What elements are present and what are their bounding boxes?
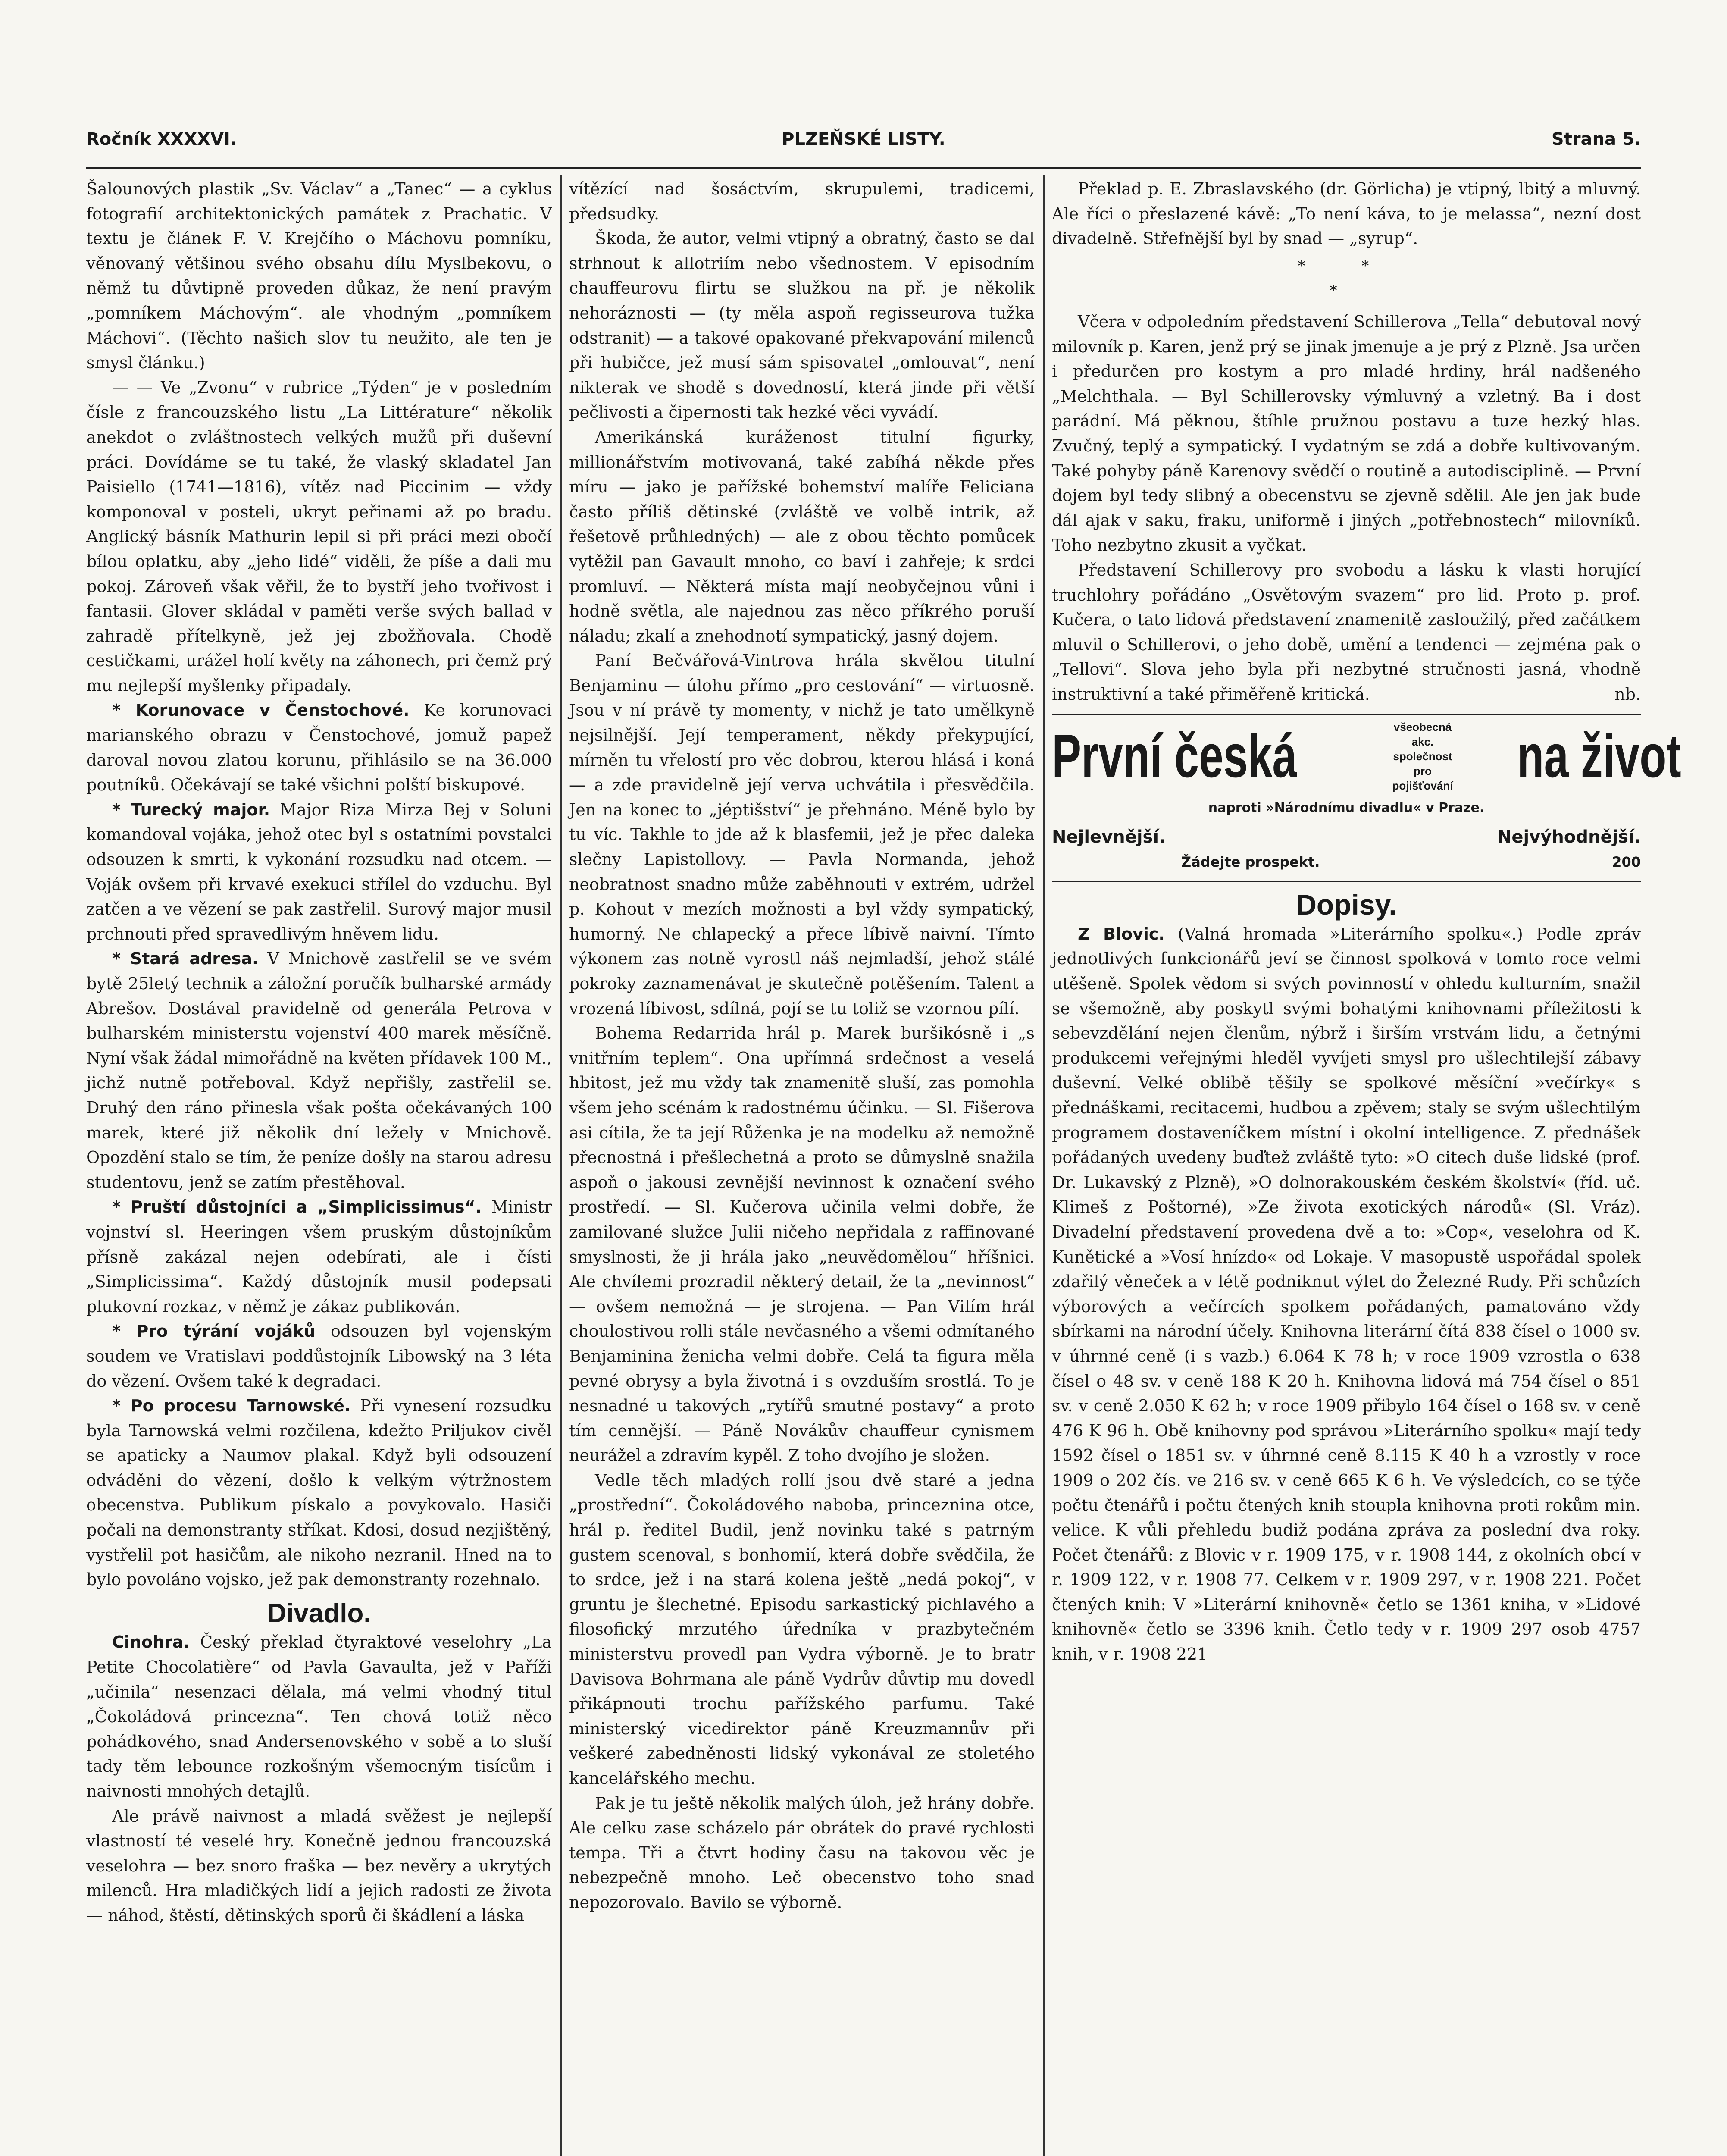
column-2 [569, 177, 1035, 2156]
news-heading: * Pro týrání vojáků [112, 1322, 316, 1341]
news-text: V Mnichově zastřelil se ve svém bytě 25letý technik a záložní poručík bulharské armády Abrešov. Dostával pravidelně od generála Petrova v bulharském ministerstu vojenství 400 marek měsíčně. Nyní však žádal mimořádně na květen přídavek 100 M., jichž nutně potřeboval. Když nepřišly, zastřelil se. Druhý den ráno přinesla však pošta očekávaných 100 marek, které již několik dní ležely v Mnichově. Opozdění stalo se tím, že peníze došly na starou adresu studentovu, jenž se zatím přestěhoval. [86, 949, 552, 1192]
review-paragraph: Bohema Redarrida hrál p. Marek buršikósně i „s vnitřním teplem“. Ona upřímná srdečnost a veselá hbitost, jež mu vždy tak znamenitě sluší, zas pomohla všem jeho scénám k radostnému účinku. — Sl. Fišerova asi cítila, že ta její Růženka je na modelku až nemožně přecnostná i přešlechetná a proto se důmyslně snažila aspoň o jakousi zevnější nevinnost k označení svého prostředí. — Sl. Kučerova učinila velmi dobře, že zamilované služce Julii ničeho nepřidala z raffinované smyslnosti, že ji hrála jako „neuvědomělou“ hříšnici. Ale chvílemi prozradil některý detail, že ta „nevinnost“ — ovšem nemožná — je strojena. — Pan Vilím hrál choulostivou rolli stále nevčasného a všemi odmítaného Benjaminina ženicha velmi dobře. Celá ta figura měla pevné obrysy a byla životná i s ovzduším srostlá. To je nesnadné u takových „rytířů smutné postavy“ a proto tím cennější. — Páně Novákův chauffeur cynismem neurážel a zdravím kypěl. Z toho dvojího je složen. [569, 1024, 1035, 1465]
ad-title-left: První česká [1052, 722, 1297, 791]
column-1 [86, 177, 552, 2156]
star-text: * [1330, 282, 1363, 300]
letter-heading: Z Blovic. [1078, 924, 1165, 943]
news-item [86, 1319, 552, 1394]
ad-slogan-best: Nejvýhodnější. [1497, 827, 1641, 847]
ad-number: 200 [1612, 853, 1641, 870]
article-paragraph: — — Ve „Zvonu“ v rubrice „Týden“ je v posledním čísle z francouzského listu „La Littérature“ několik anekdot o zvláštnostech velkých mužů při duševní práci. Dovídáme se tu také, že vlaský skladatel Jan Paisiello (1741—1816), vítěz nad Piccinim — vždy komponoval v posteli, ukryt peřinami až po bradu. Anglický básník Mathurin lepil si při práci mezi obočí bílou oplatku, aby „jeho lidé“ viděli, že píše a dali mu pokoj. Zároveň však věřil, že to bystří jeho tvořivost i fantasii. Glover skládal v paměti verše svých ballad v zahradě přítelkyně, jež jej zbožňovala. Chodě cestičkami, urážel holí květy na záhonech, pri čemž prý mu nejlepší myšlenky připadaly. [86, 378, 552, 695]
letter-text: (Valná hromada »Literárního spolku«.) Podle zpráv jednotlivých funkcionářů jeví se činnost spolková v tomto roce velmi utěšeně. Spolek vědom si svých povinností v ohledu kulturním, snažil se všemožně, aby poskytl svými bohatými knihovnami příležitosti k sebevzdělání nejen členům, nýbrž i širším vrstvám lidu, a četnými produkcemi veřejnými hleděl vyvíjeti smysl pro ušlechtilejší zábavy duševní. Velké oblibě těšily se spolkové měsíční »večírky« s přednáškami, recitacemi, hudbou a zpěvem; staly se svým ušlechtilým programem dostaveníčkem místní i okolní intelligence. Z přednášek pořádaných uvedeny buďtež zvláště tyto: »O citech duše lidské (prof. Dr. Lukavský z Plzně), »O dolnorakouském českém školství« (říd. uč. Klimeš z Poštorné), »Ze života exotických národů« (Sl. Vráz). Divadelní představení provedena dvě a to: »Cop«, veselohra od K. Kunětické a »Vosí hnízdo« od Lokaje. V masopustě uspořádal spolek zdařilý věneček a v létě podniknut výlet do Železné Rudy. Při schůzích výborových a večírcích spolkem pořádaných, pamatováno vždy sbírkami na národní účely. Knihovna literární čítá 838 čísel o 1000 sv. v úhrnné ceně (i s vazb.) 6.064 K 78 h; v roce 1909 vzrostla o 638 čísel o 48 sv. v ceně 188 K 20 h. Knihovna lidová má 754 čísel o 851 sv. v ceně 2.050 K 62 h; v roce 1909 přibylo 164 čísel o 168 sv. v ceně 476 K 96 h. Obě knihovny pod správou »Literárního spolku« mají tedy 1592 čísel o 1851 sv. v úhrnné ceně 8.115 K 40 h a vzrostly v roce 1909 o 202 čís. ve 216 sv. v ceně 665 K 6 h. Ve výsledcích, co se týče počtu čtenářů i počtu čtených knih stoupla knihovna proti rokům min. velice. K vůli přehledu budiž podána zpráva za poslední dva roky. Počet čtenářů: z Blovic v r. 1909 175, v r. 1908 144, z okolních obcí v r. 1909 122, v r. 1908 77. Celkem v r. 1909 297, v r. 1908 221. Počet čtených knih: V »Literární knihovně« četlo se 1361 kniha, v »Lidové knihovně« četlo se 3396 knih. Četlo tedy v r. 1909 297 osob 4757 knih, v r. 1908 221 [1052, 924, 1641, 1664]
review-paragraph [86, 1630, 552, 1804]
page-number: Strana 5. [1551, 129, 1641, 149]
header-rule [86, 167, 1641, 169]
review-text: Český překlad čtyraktové veselohry „La Petite Chocolatière“ od Pavla Gavaulta, jež v Paříži „učinila“ nesenzaci dělala, má velmi vhodný titul „Čokoládová princezna“. Ten chová totiž něco pohádkového, snad Andersenovského v sobě a to sluší tady těm lebounce rozkošným všemocným tisícům i naivnosti mnohých detajlů. [86, 1633, 552, 1801]
news-text: Při vynesení rozsudku byla Tarnowská velmi rozčilena, kdežto Priljukov civěl se apaticky a Naumov plakal. Když byli odsouzení odváděni do vězení, došlo k velkým výtržnostem obecenstva. Publikum pískalo a povykovalo. Hasiči počali na demonstranty stříkat. Kdosi, dosud nezjištěný, vystřelil pot hasičům, ale nikoho nezranil. Hned na to bylo povoláno vojsko, jež pak demonstranty rozehnalo. [86, 1396, 552, 1589]
page-header [86, 129, 1641, 160]
review-paragraph: Vedle těch mladých rollí jsou dvě staré a jedna „prostřední“. Čokoládového naboba, princeznina otce, hrál p. ředitel Budil, jenž novinku také s patrným gustem scenoval, s bonhomií, která dobře svědčila, že to srdce, jež i na stará kolena ještě „nedá pokoj“, v gruntu je šlechetné. Episodu sarkastický pichlavého a filosofický mrzutého úředníka v prazbytečném ministerstvu provedl pan Vydra výborně. Je to bratr Davisova Bohrmana ale páně Vydrův důvtip mu dovedl přikápnouti trochu pařížského parfumu. Také ministerský vicedirektor páně Kreuzmannův při veškeré zabedněnosti lidský vykonával ze stoletého kancelářského mechu. [569, 1470, 1035, 1788]
review-paragraph: Pak je tu ještě několik malých úloh, jež hrány dobře. Ale celku zase scházelo pár obrátek do pravé rychlosti tempa. Tři a čtvrt hodiny času na takovou věc je nebezpečně mnoho. Leč obecenstvo toho snad nepozorovalo. Bavilo se výborně. [569, 1793, 1035, 1912]
ad-address: naproti »Národnímu divadlu« v Praze. [1208, 800, 1485, 816]
review-paragraph: Ale právě naivnost a mladá svěžest je nejlepší vlastností té veselé hry. Konečně jednou francouzská veselohra — bez snoro fraška — bez nevěry a ukrytých milenců. Hra mladičkých lidí a jejich radosti ze života — náhod, štěstí, dětinských sporů či škádlení a láska [86, 1806, 552, 1925]
ad-prospect: Žádejte prospekt. [1181, 853, 1320, 870]
news-item [86, 798, 552, 947]
news-text: Ministr vojnství sl. Heeringen všem pruským důstojníkům přísně zakázal nejen odebírati, ale i čísti „Simplicissima“. Každý důstojník musil podepsati plukovní rozkaz, v němž je zákaz publikován. [86, 1197, 552, 1316]
section-title-divadlo: Divadlo. [267, 1598, 371, 1628]
review-paragraph: Amerikánská kuráženost titulní figurky, millionářstvím motivovaná, také zabíhá někde přes míru — jako je pařížské bohemství malíře Feliciana často příliš dětinské (zvláště ve volbě intrik, až řešetově průhledných) — ale z obou těchto pomůcek vytěžil pan Gavault mnoho, co baví i zahřeje; k srdci promluví. — Některá místa mají neobyčejnou vůni i hodně světla, ale najednou zas něco příkrého poruší náladu; zkalí a znehodnotí sympatický, jasný dojem. [569, 427, 1035, 646]
letter-paragraph [1052, 922, 1641, 1667]
column-divider [560, 175, 562, 2156]
column-3 [1052, 177, 1681, 2156]
review-paragraph: vítězící nad šosáctvím, skrupulemi, tradicemi, předsudky. [569, 179, 1035, 223]
ad-company-type [1392, 720, 1453, 793]
news-text: odsouzen byl vojenským soudem ve Vratislavi poddůstojník Libowský na 3 léta do vězení. Ovšem také k degradaci. [86, 1322, 552, 1391]
news-item [86, 1195, 552, 1319]
volume-label: Ročník XXXXVI. [86, 129, 237, 149]
column-divider [1043, 175, 1045, 2156]
ad-subtitle-1: všeobecná akc. [1393, 721, 1452, 749]
review-paragraph: Škoda, že autor, velmi vtipný a obratný, často se dal strhnout k allotriím nebo všednostem. V episodním chauffeurovu flirtu se služkou na př. je několik nehoráznosti — (ty měla aspoň regisseurova tužka odstranit) — a takové opakované překvapování milenců při hubičce, jež musí sám spisovatel „omlouvat“, není nikterak ve shodě s dovedností, která jinde při větší pečlivosti a čipernosti tak hezké věci vyvádí. [569, 229, 1035, 422]
ad-footer [1052, 850, 1641, 875]
review-paragraph: Včera v odpoledním představení Schillerova „Tella“ debutoval nový milovník p. Karen, jenž prý se jinak jmenuje a je prý z Plzně. Jsa určen i předurčen pro kostym a pro mladé hrdiny, hrál nadšeného „Melchthala. — Byl Schillerovsky výmluvný a vzletný. Ba i dost parádní. Má pěknou, štíhle pružnou postavu a tuze hezký hlas. Zvučný, teplý a sympatický. I vydatným se zdá a dobře kultivovaným. Také pohyby páně Karenovy svědčí o routině a autodisciplině. — První dojem byl tedy slibný a obecenstvu se zjevně sdělil. Ale jen jak bude dál ajak v saku, fraku, uniformě i jiných „potřebnostech“ milovníků. Toho nezbytno zkusit a vyčkat. [1052, 312, 1641, 555]
section-title-dopisy: Dopisy. [1296, 889, 1397, 921]
review-paragraph: Paní Bečvářová-Vintrova hrála skvělou titulní Benjaminu — úlohu přímo „pro cestování“ — virtuosně. Jsou v ní právě ty momenty, v nichž je tato umělkyně nejsilnější. Její temperament, někdy překypující, mírněn tu vřelostí pro věc dobrou, kterou hlásá i koná — a zde pravidelně její verva uchvátila i přesvědčila. Jen na konec to „jéptišství“ je přehnáno. Méně bylo by tu víc. Takhle to jde až k blasfemii, jež je přec daleka slečny Lapistollovy. — Pavla Normanda, jehož neobratnost snadno může zaběhnouti v extrém, udržel p. Kohout v mezích možnosti a byl vždy sympatický, humorný. Ne chlapecký a přece líbivě naivní. Tímto výkonem zas notně vyrostl náš nejmladší, jehož stálé pokroky zaznamenávat je skutečně potěšením. Talent a vrozená líbivost, sdílná, pojí se tu toliž se vzornou pílí. [569, 651, 1035, 1018]
insurance-advertisement [1052, 714, 1681, 882]
news-text: Major Riza Mirza Bej v Soluni komandoval vojáka, jehož otec byl s ostatními povstalci odsouzen k smrti, k vykonání rozsudku nad otcem. — Voják ovšem při krvavé exekuci střílel do vzduchu. Byl zatčen a ve vězení se pak zastřelil. Surový major musil prchnouti před spravedlivým hněvem lidu. [86, 800, 552, 943]
news-item [86, 1394, 552, 1592]
news-item [86, 698, 552, 797]
ad-subtitle-2: společnost [1393, 750, 1452, 763]
news-item [86, 946, 552, 1195]
ad-headline [1052, 720, 1681, 793]
news-heading: * Stará adresa. [112, 949, 259, 968]
ad-slogans [1052, 825, 1641, 850]
ad-subtitle-3: pro pojišťování [1392, 765, 1453, 793]
article-paragraph: Šalounových plastik „Sv. Václav“ a „Tanec“ — a cyklus fotografií architektonických památek z Prachatic. V textu je článek F. V. Krejčího o Máchovu pomníku, věnovaný většinou svého obsahu dílu Myslbekovu, o němž tu důvtipně proveden důkaz, že není pravým „pomníkem Máchovým“. ale vhodným „pomníkem Máchovi“. (Těchto našich slov tu neužito, ale ten je smysl článku.) [86, 179, 552, 373]
news-text: Ke korunovaci marianského obrazu v Čenstochové, jomuž papež daroval novou zlatou korunu, přihlásilo se na 36.000 poutníků. Očekávají se také všichni polští biskupové. [86, 701, 552, 795]
ad-slogan-cheapest: Nejlevnější. [1052, 827, 1166, 847]
news-heading: * Turecký major. [112, 800, 270, 819]
stars-text: * * [1298, 257, 1395, 275]
newspaper-title: PLZEŇSKÉ LISTY. [782, 129, 945, 149]
review-heading: Cinohra. [112, 1633, 190, 1652]
review-paragraph [1052, 558, 1641, 707]
separator-stars [1052, 254, 1641, 304]
news-heading: * Korunovace v Čenstochové. [112, 701, 410, 720]
author-signature: nb. [1614, 684, 1641, 704]
review-paragraph: Překlad p. E. Zbraslavského (dr. Görlicha) je vtipný, lbitý a mluvný. Ale říci o přeslazené kávě: „To není káva, to je melassa“, nezní dost divadelně. Střefnější byl by snad — „syrup“. [1052, 179, 1641, 248]
news-heading: * Pruští důstojníci a „Simplicissimus“. [112, 1197, 482, 1217]
ad-title-right: na život [1517, 722, 1681, 791]
review-text: Představení Schillerovy pro svobodu a lásku k vlasti horující truchlohry pořádáno „Osvětovým svazem“ pro lid. Proto p. prof. Kučera, o tato lidová představení znamenitě zasloužilý, před začátkem mluvil o Schillerovi, o jeho době, umění a tendenci — zejména pak o „Tellovi“. Slova jeho byla při nezbytné stručnosti jasná, vhodně instruktivní a také přiměřeně kritická. [1052, 560, 1641, 704]
news-heading: * Po procesu Tarnowské. [112, 1396, 351, 1416]
